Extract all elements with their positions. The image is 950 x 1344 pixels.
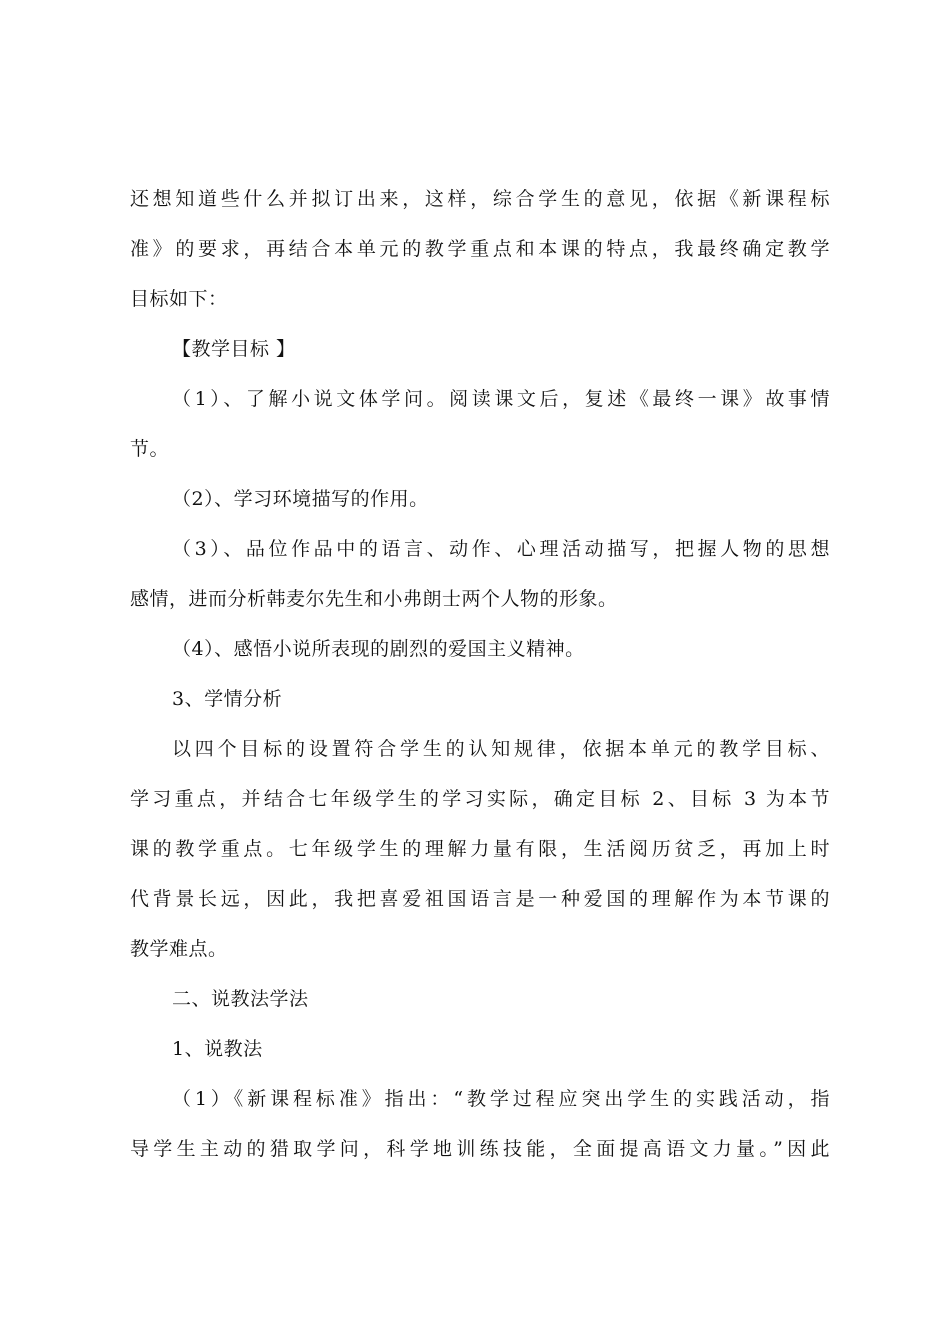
paragraph-objectives-intro: [130, 187, 830, 311]
text-line: 节。: [130, 438, 170, 460]
text-line: 二、说教法学法: [172, 988, 309, 1010]
text-line: （4）、感悟小说所表现的剧烈的爱国主义精神。: [172, 638, 585, 660]
objective-2: [130, 487, 830, 511]
text-line: （2）、学习环境描写的作用。: [172, 488, 429, 510]
text-line: 准》的要求，再结合本单元的教学重点和本课的特点，我最终确定教学: [130, 238, 830, 260]
text-line: 导学生主动的猎取学问，科学地训练技能，全面提高语文力量。”因此: [130, 1138, 830, 1160]
text-line: （1）《新课程标准》指出：“教学过程应突出学生的实践活动，指: [172, 1088, 830, 1110]
heading-teaching-methods: [130, 987, 830, 1011]
text-line: 1、说教法: [172, 1038, 263, 1060]
text-line: 代背景长远，因此，我把喜爱祖国语言是一种爱国的理解作为本节课的: [130, 888, 830, 910]
text-line: 学习重点，并结合七年级学生的学习实际，确定目标 2、目标 3 为本节: [130, 788, 830, 810]
objective-4: [130, 637, 830, 661]
text-line: 3、学情分析: [172, 688, 283, 710]
document-body: [130, 187, 830, 1161]
heading-method-explanation: [130, 1037, 830, 1061]
heading-learner-analysis: [130, 687, 830, 711]
objective-1: [130, 387, 830, 461]
text-line: （3）、品位作品中的语言、动作、心理活动描写，把握人物的思想: [172, 538, 830, 560]
text-line: 还想知道些什么并拟订出来，这样，综合学生的意见，依据《新课程标: [130, 188, 830, 210]
text-line: 感情，进而分析韩麦尔先生和小弗朗士两个人物的形象。: [130, 588, 618, 610]
text-line: （1）、了解小说文体学问。阅读课文后，复述《最终一课》故事情: [172, 388, 830, 410]
heading-teaching-objectives: [130, 337, 830, 361]
text-line: 教学难点。: [130, 938, 228, 960]
objective-3: [130, 537, 830, 611]
text-line: 目标如下：: [130, 288, 228, 310]
text-line: 以四个目标的设置符合学生的认知规律，依据本单元的教学目标、: [172, 738, 830, 760]
text-line: 【教学目标 】: [172, 338, 296, 360]
text-line: 课的教学重点。七年级学生的理解力量有限，生活阅历贫乏，再加上时: [130, 838, 830, 860]
paragraph-curriculum-quote: [130, 1087, 830, 1161]
paragraph-learner-analysis: [130, 737, 830, 961]
